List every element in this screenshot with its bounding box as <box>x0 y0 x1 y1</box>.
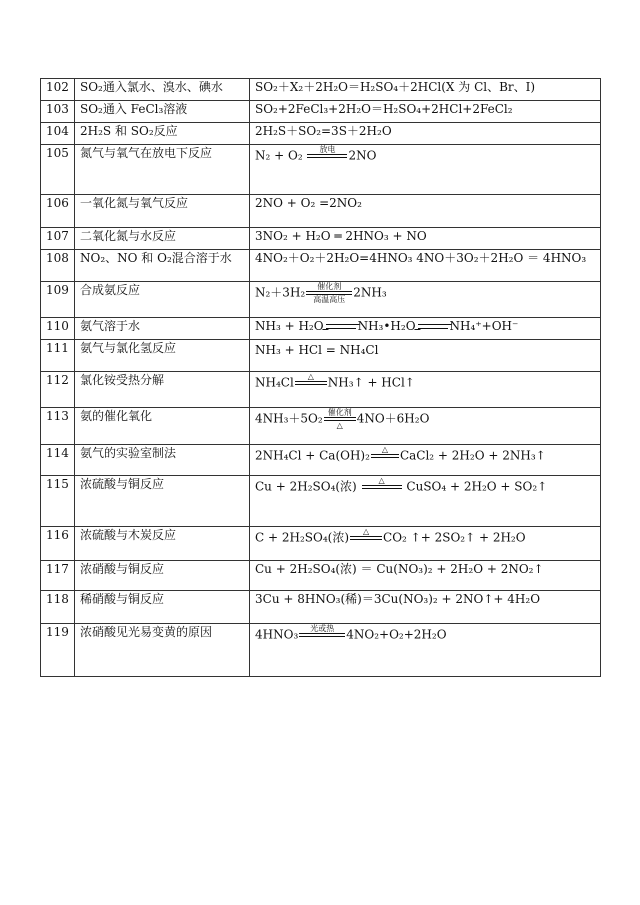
reaction-description: 浓硫酸与木炭反应 <box>75 527 250 561</box>
condition-below: △ <box>336 421 343 430</box>
reaction-description: SO₂通入氯水、溴水、碘水 <box>75 79 250 101</box>
condition-above: 放电 <box>319 145 336 154</box>
row-number: 104 <box>41 123 75 145</box>
equation-products: CuSO₄ + 2H₂O + SO₂↑ <box>406 479 548 494</box>
reaction-equation: 2H₂S＋SO₂=3S＋2H₂O <box>250 123 601 145</box>
reaction-description: 浓硫酸与铜反应 <box>75 476 250 527</box>
equation-products: NH₄⁺+OH⁻ <box>449 319 519 333</box>
equation-reactants: 4NH₃＋5O₂ <box>255 411 323 426</box>
row-number: 114 <box>41 445 75 476</box>
reaction-description: 氨的催化氧化 <box>75 408 250 445</box>
reaction-condition-sign <box>362 476 402 498</box>
reaction-equation: 3Cu + 8HNO₃(稀)＝3Cu(NO₃)₂ + 2NO↑+ 4H₂O <box>250 591 601 624</box>
row-number: 112 <box>41 372 75 408</box>
table-row <box>41 476 601 527</box>
reaction-description: 浓硝酸与铜反应 <box>75 561 250 591</box>
reaction-description: 氯化铵受热分解 <box>75 372 250 408</box>
condition-above: 光或热 <box>310 624 335 633</box>
equation-reactants: 4HNO₃ <box>255 627 299 642</box>
reaction-equation <box>250 282 601 318</box>
condition-above: △ <box>381 445 389 454</box>
reaction-description: 二氧化氮与水反应 <box>75 228 250 250</box>
reaction-equation <box>250 527 601 561</box>
row-number: 118 <box>41 591 75 624</box>
reaction-equation <box>250 445 601 476</box>
reaction-condition-sign <box>306 282 352 304</box>
equation-reactants: N₂＋3H₂ <box>255 285 306 300</box>
row-number: 108 <box>41 250 75 282</box>
equation-products: 2NH₃ <box>353 285 387 300</box>
row-number: 116 <box>41 527 75 561</box>
reaction-description: 一氧化氮与氧气反应 <box>75 195 250 228</box>
condition-above: △ <box>362 527 370 536</box>
condition-above: △ <box>307 372 314 381</box>
reaction-table <box>40 78 601 677</box>
reaction-equation <box>250 408 601 445</box>
reaction-equation: 2NO + O₂ =2NO₂ <box>250 195 601 228</box>
reaction-description: 浓硝酸见光易变黄的原因 <box>75 624 250 677</box>
row-number: 105 <box>41 145 75 195</box>
row-number: 117 <box>41 561 75 591</box>
row-number: 107 <box>41 228 75 250</box>
reaction-equation <box>250 318 601 340</box>
equation-products: CO₂ ↑+ 2SO₂↑ + 2H₂O <box>383 530 526 545</box>
table-row <box>41 372 601 408</box>
table-row <box>41 561 601 591</box>
reaction-equation: 3NO₂ + H₂O ═ 2HNO₃ + NO <box>250 228 601 250</box>
reaction-equation: Cu + 2H₂SO₄(浓) ＝ Cu(NO₃)₂ + 2H₂O + 2NO₂↑ <box>250 561 601 591</box>
table-row <box>41 101 601 123</box>
reaction-condition-sign <box>371 445 399 467</box>
condition-above: 催化剂 <box>327 408 352 417</box>
reaction-description: 合成氨反应 <box>75 282 250 318</box>
reaction-description: NO₂、NO 和 O₂混合溶于水 <box>75 250 250 282</box>
reaction-description: SO₂通入 FeCl₃溶液 <box>75 101 250 123</box>
reaction-equation <box>250 145 601 195</box>
table-row <box>41 228 601 250</box>
row-number: 113 <box>41 408 75 445</box>
equation-reactants: NH₄Cl <box>255 375 294 390</box>
row-number: 111 <box>41 340 75 372</box>
reaction-condition-sign <box>295 372 327 394</box>
reaction-equation <box>250 624 601 677</box>
condition-above: △ <box>378 476 385 485</box>
table-row <box>41 527 601 561</box>
reaction-condition-sign <box>307 145 347 167</box>
row-number: 102 <box>41 79 75 101</box>
reaction-condition-sign <box>324 408 356 430</box>
condition-below: 高温高压 <box>313 295 346 304</box>
reaction-description: 氮气与氧气在放电下反应 <box>75 145 250 195</box>
reaction-description: 稀硝酸与铜反应 <box>75 591 250 624</box>
equation-products: 2NO <box>348 148 377 163</box>
equation-products: NH₃↑ + HCl↑ <box>327 375 415 390</box>
reaction-equation: NH₃ + HCl = NH₄Cl <box>250 340 601 372</box>
row-number: 115 <box>41 476 75 527</box>
reaction-equation <box>250 476 601 527</box>
table-row <box>41 79 601 101</box>
table-row <box>41 445 601 476</box>
equation-intermediate: NH₃•H₂O <box>357 319 416 333</box>
reversible-arrow-icon <box>418 322 448 332</box>
reaction-condition-sign <box>350 527 382 549</box>
row-number: 106 <box>41 195 75 228</box>
equation-products: CaCl₂ + 2H₂O + 2NH₃↑ <box>399 448 546 463</box>
table-row <box>41 340 601 372</box>
reaction-description: 2H₂S 和 SO₂反应 <box>75 123 250 145</box>
table-row <box>41 250 601 282</box>
table-row <box>41 591 601 624</box>
row-number: 110 <box>41 318 75 340</box>
reaction-equation: 4NO₂＋O₂＋2H₂O=4HNO₃ 4NO＋3O₂＋2H₂O ＝ 4HNO₃ <box>250 250 601 282</box>
table-row <box>41 123 601 145</box>
equation-reactants: C + 2H₂SO₄(浓) <box>255 530 350 545</box>
equation-reactants: N₂ + O₂ <box>255 148 303 163</box>
equation-products: 4NO₂+O₂+2H₂O <box>346 627 447 642</box>
equation-reactants: 2NH₄Cl + Ca(OH)₂ <box>255 448 370 463</box>
equation-products: 4NO＋6H₂O <box>356 411 430 426</box>
table-row <box>41 318 601 340</box>
reversible-arrow-icon <box>326 322 356 332</box>
table-row <box>41 624 601 677</box>
table-row <box>41 145 601 195</box>
equation-reactants: Cu + 2H₂SO₄(浓) <box>255 479 357 494</box>
row-number: 119 <box>41 624 75 677</box>
table-row <box>41 195 601 228</box>
table-row <box>41 282 601 318</box>
table-row <box>41 408 601 445</box>
reaction-description: 氨气的实验室制法 <box>75 445 250 476</box>
row-number: 109 <box>41 282 75 318</box>
reaction-equation: SO₂+2FeCl₃+2H₂O＝H₂SO₄+2HCl+2FeCl₂ <box>250 101 601 123</box>
reaction-description: 氨气与氯化氢反应 <box>75 340 250 372</box>
reaction-equation <box>250 372 601 408</box>
row-number: 103 <box>41 101 75 123</box>
condition-above: 催化剂 <box>317 282 342 291</box>
reaction-condition-sign <box>299 624 345 646</box>
reaction-equation: SO₂＋X₂＋2H₂O＝H₂SO₄＋2HCl(X 为 Cl、Br、I) <box>250 79 601 101</box>
reaction-description: 氨气溶于水 <box>75 318 250 340</box>
equation-reactants: NH₃ + H₂O <box>255 319 324 333</box>
